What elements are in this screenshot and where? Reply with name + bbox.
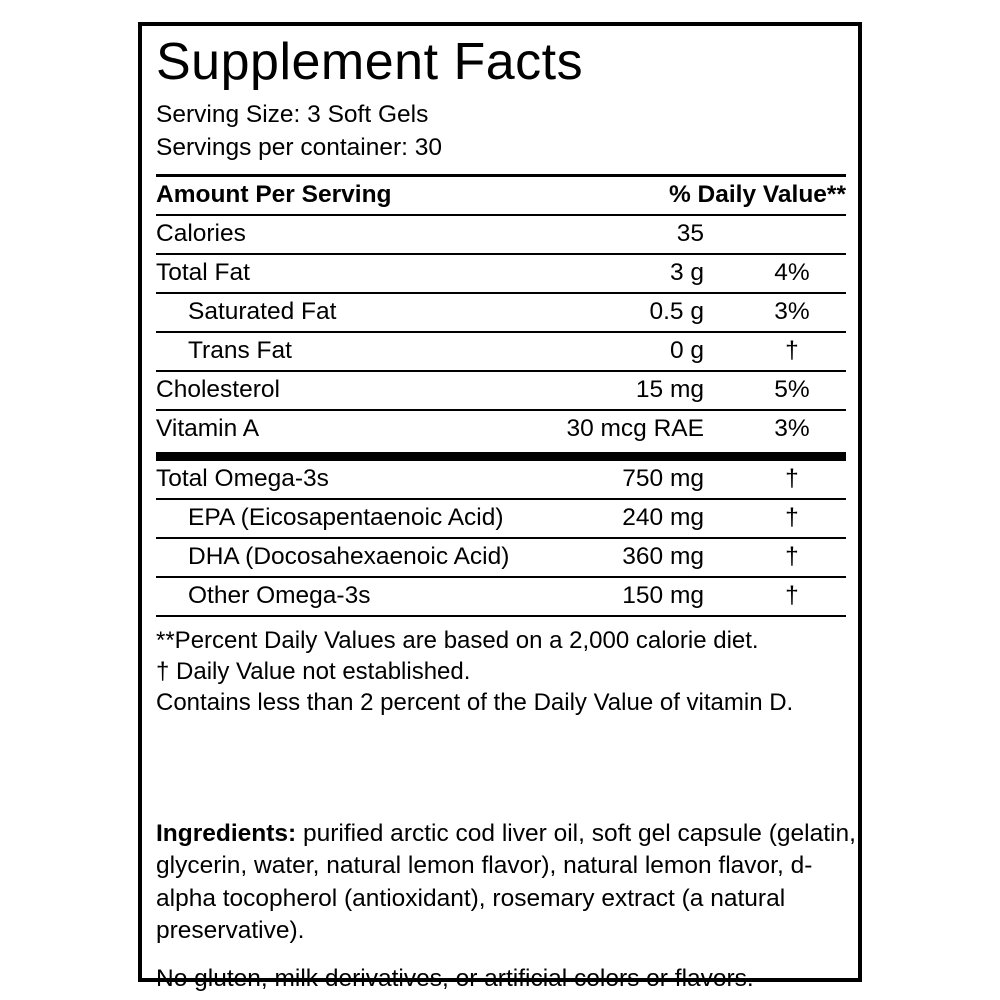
table-row xyxy=(156,215,846,254)
row-daily-value: † xyxy=(738,461,846,499)
allergen-note: No gluten, milk derivatives, or artificial colors or flavors. xyxy=(156,965,754,993)
table-row xyxy=(156,371,846,410)
page-title: Supplement Facts xyxy=(156,33,584,91)
row-daily-value xyxy=(738,215,846,254)
footnote-percent-daily-value: **Percent Daily Values are based on a 2,000 calorie diet. xyxy=(156,627,759,655)
table-row xyxy=(156,410,846,448)
row-name: Vitamin A xyxy=(156,415,260,443)
ingredients-label: Ingredients: xyxy=(156,820,297,847)
header-amount-per-serving: Amount Per Serving xyxy=(156,177,493,215)
row-name: Total Omega-3s xyxy=(156,461,594,499)
table-row xyxy=(156,538,846,577)
table-row xyxy=(156,293,846,332)
row-amount: 30 mcg RAE xyxy=(566,415,704,443)
table-row xyxy=(156,332,846,371)
row-amount: 360 mg xyxy=(594,538,738,577)
row-daily-value: 3% xyxy=(738,293,846,332)
divider-omega-section xyxy=(156,452,846,461)
row-name: Cholesterol xyxy=(156,371,493,410)
ingredients-paragraph xyxy=(156,818,856,947)
row-amount: 150 mg xyxy=(594,577,738,616)
table-row xyxy=(156,461,846,499)
footnote-dagger: † Daily Value not established. xyxy=(156,658,471,686)
row-amount: 3 g xyxy=(493,254,738,293)
row-name: Other Omega-3s xyxy=(156,577,594,616)
servings-per-container: Servings per container: 30 xyxy=(156,133,442,161)
row-amount: 35 xyxy=(493,215,738,254)
table-row xyxy=(156,577,846,616)
ingredients-text: purified arctic cod liver oil, soft gel capsule (gelatin, glycerin, water, natural lemon flavor), natural lemon flavor, d-alpha tocopherol (antioxidant), rosemary extract (a natural preservative). xyxy=(156,820,856,944)
row-name: Trans Fat xyxy=(156,332,493,371)
table-row xyxy=(156,254,846,293)
supplement-facts-content xyxy=(156,22,846,719)
ingredients-section xyxy=(156,818,856,996)
header-daily-value: % Daily Value** xyxy=(493,177,846,215)
serving-size: Serving Size: 3 Soft Gels xyxy=(156,101,429,129)
row-amount: 0.5 g xyxy=(493,293,738,332)
row-daily-value: † xyxy=(738,538,846,577)
row-amount: 0 g xyxy=(493,332,738,371)
row-amount: 750 mg xyxy=(594,461,738,499)
row-name: Saturated Fat xyxy=(156,293,493,332)
footnote-vitamin-d: Contains less than 2 percent of the Daily Value of vitamin D. xyxy=(156,689,794,717)
row-daily-value: † xyxy=(738,577,846,616)
table-header-row xyxy=(156,177,846,215)
row-daily-value: † xyxy=(738,499,846,538)
omega-table xyxy=(156,461,846,617)
row-daily-value: 3% xyxy=(774,415,810,443)
row-amount: 15 mg xyxy=(493,371,738,410)
row-amount: 240 mg xyxy=(594,499,738,538)
nutrition-table xyxy=(156,177,846,448)
row-name: Total Fat xyxy=(156,254,493,293)
row-name: EPA (Eicosapentaenoic Acid) xyxy=(156,499,594,538)
footnotes xyxy=(156,625,846,719)
row-daily-value: 4% xyxy=(738,254,846,293)
row-daily-value: † xyxy=(738,332,846,371)
table-row xyxy=(156,499,846,538)
row-name: DHA (Docosahexaenoic Acid) xyxy=(156,538,594,577)
row-name: Calories xyxy=(156,215,493,254)
row-daily-value: 5% xyxy=(738,371,846,410)
